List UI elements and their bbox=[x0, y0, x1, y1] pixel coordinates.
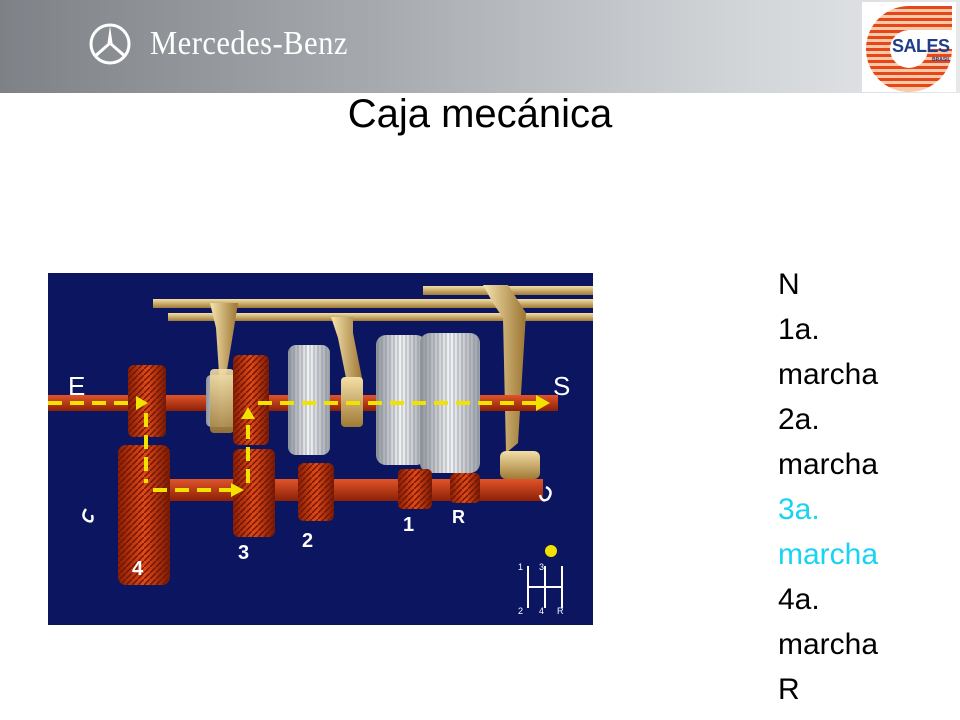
brand-logo bbox=[88, 22, 370, 66]
gear-menu-item[interactable]: R bbox=[778, 673, 800, 706]
gear-menu-item[interactable]: 4a. bbox=[778, 583, 820, 616]
shift-pattern-label-r: R bbox=[557, 606, 564, 616]
output-label: S bbox=[553, 371, 571, 401]
gear-label-1: 1 bbox=[403, 514, 415, 536]
header-bar bbox=[0, 0, 960, 93]
gear-menu-item[interactable]: marcha bbox=[778, 448, 879, 481]
shift-pattern-label-1: 1 bbox=[518, 562, 524, 572]
gear-menu-item[interactable]: 2a. bbox=[778, 403, 820, 436]
shift-pattern-label-4: 4 bbox=[539, 606, 545, 616]
shift-pattern bbox=[528, 566, 562, 608]
brand-name: Mercedes-Benz bbox=[150, 25, 348, 62]
gear-menu-item[interactable]: N bbox=[778, 268, 800, 301]
sales-logo-subtext: BRASIL bbox=[932, 57, 951, 63]
gear-label-r: R bbox=[452, 507, 465, 527]
gear-label-3: 3 bbox=[238, 542, 250, 564]
gear-menu-item[interactable]: marcha bbox=[778, 628, 879, 661]
sales-logo bbox=[862, 2, 956, 92]
gear-menu-item[interactable]: marcha bbox=[778, 358, 879, 391]
gear-menu bbox=[778, 262, 958, 712]
gearbox-diagram bbox=[48, 273, 593, 625]
shift-pattern-label-2: 2 bbox=[518, 606, 524, 616]
input-label: E bbox=[68, 371, 86, 401]
gear-label-2: 2 bbox=[302, 530, 314, 552]
gear-menu-item[interactable]: marcha bbox=[778, 538, 879, 571]
gear-menu-item[interactable]: 3a. bbox=[778, 493, 820, 526]
gear-label-4: 4 bbox=[132, 558, 144, 580]
mercedes-star-icon bbox=[88, 22, 132, 66]
gear-menu-item[interactable]: 1a. bbox=[778, 313, 820, 346]
shift-pattern-label-3: 3 bbox=[539, 562, 545, 572]
sales-logo-text: SALES bbox=[892, 36, 950, 56]
slide-title: Caja mecánica bbox=[347, 92, 613, 136]
rotation-arrow-icon bbox=[83, 509, 92, 521]
